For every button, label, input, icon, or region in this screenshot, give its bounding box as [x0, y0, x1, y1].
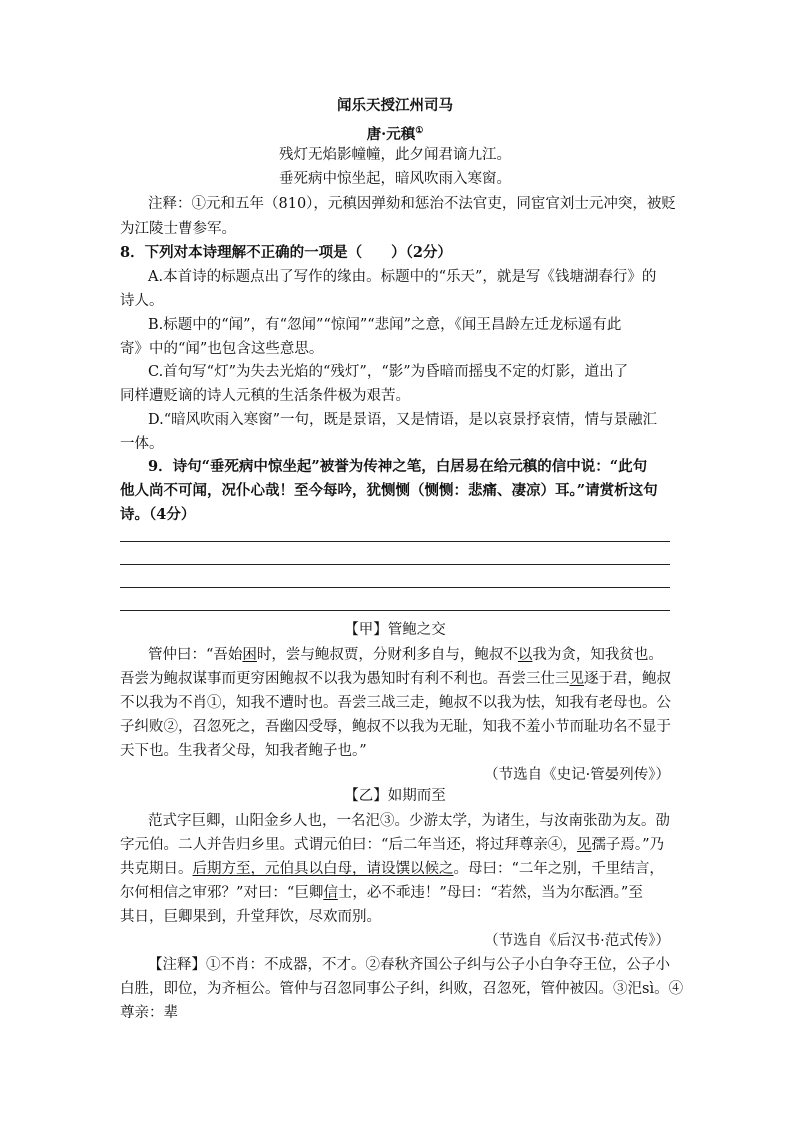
passage-yi-line-3: 共克期日。后期方至，元伯具以白母，请设馔以候之。母曰：“二年之别，千里结言， — [120, 861, 664, 877]
question-8-stem: 8．下列对本诗理解不正确的一项是（ ）（2分） — [120, 244, 452, 261]
passage-yi-line-2: 字元伯。二人并告归乡里。式谓元伯曰：“后二年当还，将过拜尊亲④，见孺子焉。”乃 — [120, 837, 665, 853]
passage-jia-line-2: 吾尝为鲍叔谋事而更穷困鲍叔不以我为愚知时有利不利也。吾尝三仕三见逐于君，鲍叔 — [120, 671, 671, 687]
passage-yi-line-1: 范式字巨卿，山阳金乡人也，一名汜③。少游太学，为诸生，与汝南张劭为友。劭 — [148, 813, 670, 829]
poem-line-1: 残灯无焰影幢幢，此夕闻君谪九江。 — [279, 147, 511, 163]
passage-yi-line-4: 尔何相信之审邪？”对曰：“巨卿信士，必不乖违！”母曰：“若然，当为尔酝酒。”至 — [120, 885, 643, 901]
answer-line-4[interactable] — [120, 610, 670, 611]
question-9-line-1: 9．诗句“垂死病中惊坐起”被誉为传神之笔，白居易在给元稹的信中说：“此句 — [148, 458, 648, 475]
q8-option-b-line-1: B.标题中的“闻”，有“忽闻”“惊闻”“悲闻”之意，《闻王昌龄左迁龙标遥有此 — [148, 317, 622, 333]
passage-yi-source: （节选自《后汉书·范式传》） — [484, 933, 670, 949]
passage-jia-line-3: 不以我为不肖①，知我不遭时也。吾尝三战三走，鲍叔不以我为怯，知我有老母也。公 — [120, 695, 671, 711]
answer-line-3[interactable] — [120, 587, 670, 588]
answer-line-2[interactable] — [120, 564, 670, 565]
q8-option-c-line-1: C.首句写“灯”为失去光焰的“残灯”，“影”为昏暗而摇曳不定的灯影，道出了 — [148, 364, 629, 380]
question-9-line-2: 他人尚不可闻，况仆心哉！至今每吟，犹恻恻（恻恻：悲痛、凄凉）耳。”请赏析这句 — [120, 482, 658, 499]
poem-title: 闻乐天授江州司马 — [337, 97, 453, 114]
notes-line-3: 尊亲：辈 — [120, 1005, 178, 1021]
q8-option-b-line-2: 寄》中的“闻”也包含这些意思。 — [120, 341, 324, 357]
q8-option-a-line-1: A.本首诗的标题点出了写作的缘由。标题中的“乐天”，就是写《钱塘湖春行》的 — [148, 269, 657, 285]
poem-line-2: 垂死病中惊坐起，暗风吹雨入寒窗。 — [279, 171, 511, 187]
poem-author: 唐·元稹① — [366, 125, 424, 143]
passage-jia-source: （节选自《史记·管晏列传》） — [484, 767, 670, 783]
passage-jia-heading: 【甲】管鲍之交 — [344, 622, 446, 638]
q8-option-a-line-2: 诗人。 — [120, 293, 164, 309]
passage-yi-line-5: 其日，巨卿果到，升堂拜饮，尽欢而别。 — [120, 909, 381, 925]
q8-option-d-line-2: 一体。 — [120, 436, 164, 452]
passage-jia-line-5: 天下也。生我者父母，知我者鲍子也。” — [120, 743, 367, 759]
poem-note-line-1: 注释：①元和五年（810），元稹因弹劾和惩治不法官吏，同宦官刘士元冲突，被贬 — [148, 196, 676, 212]
notes-line-1: 【注释】①不肖：不成器，不才。②春秋齐国公子纠与公子小白争夺王位，公子小 — [148, 957, 670, 973]
notes-line-2: 白胜，即位，为齐桓公。管仲与召忽同事公子纠，纠败，召忽死，管仲被囚。③汜sì。④ — [120, 981, 684, 997]
q8-option-d-line-1: D.“暗风吹雨入寒窗”一句，既是景语，又是情语，是以哀景抒哀情，情与景融汇 — [148, 412, 658, 428]
q8-option-c-line-2: 同样遭贬谪的诗人元稹的生活条件极为艰苦。 — [120, 388, 410, 404]
passage-jia-line-1: 管仲曰：“吾始困时，尝与鲍叔贾，分财利多自与，鲍叔不以我为贪，知我贫也。 — [148, 647, 663, 663]
poem-note-line-2: 为江陵士曹参军。 — [120, 221, 236, 237]
passage-yi-heading: 【乙】如期而至 — [344, 788, 446, 804]
passage-jia-line-4: 子纠败②，召忽死之，吾幽囚受辱，鲍叔不以我为无耻，知我不羞小节而耻功名不显于 — [120, 719, 671, 735]
question-9-line-3: 诗。（4分） — [120, 506, 196, 523]
answer-line-1[interactable] — [120, 541, 670, 542]
